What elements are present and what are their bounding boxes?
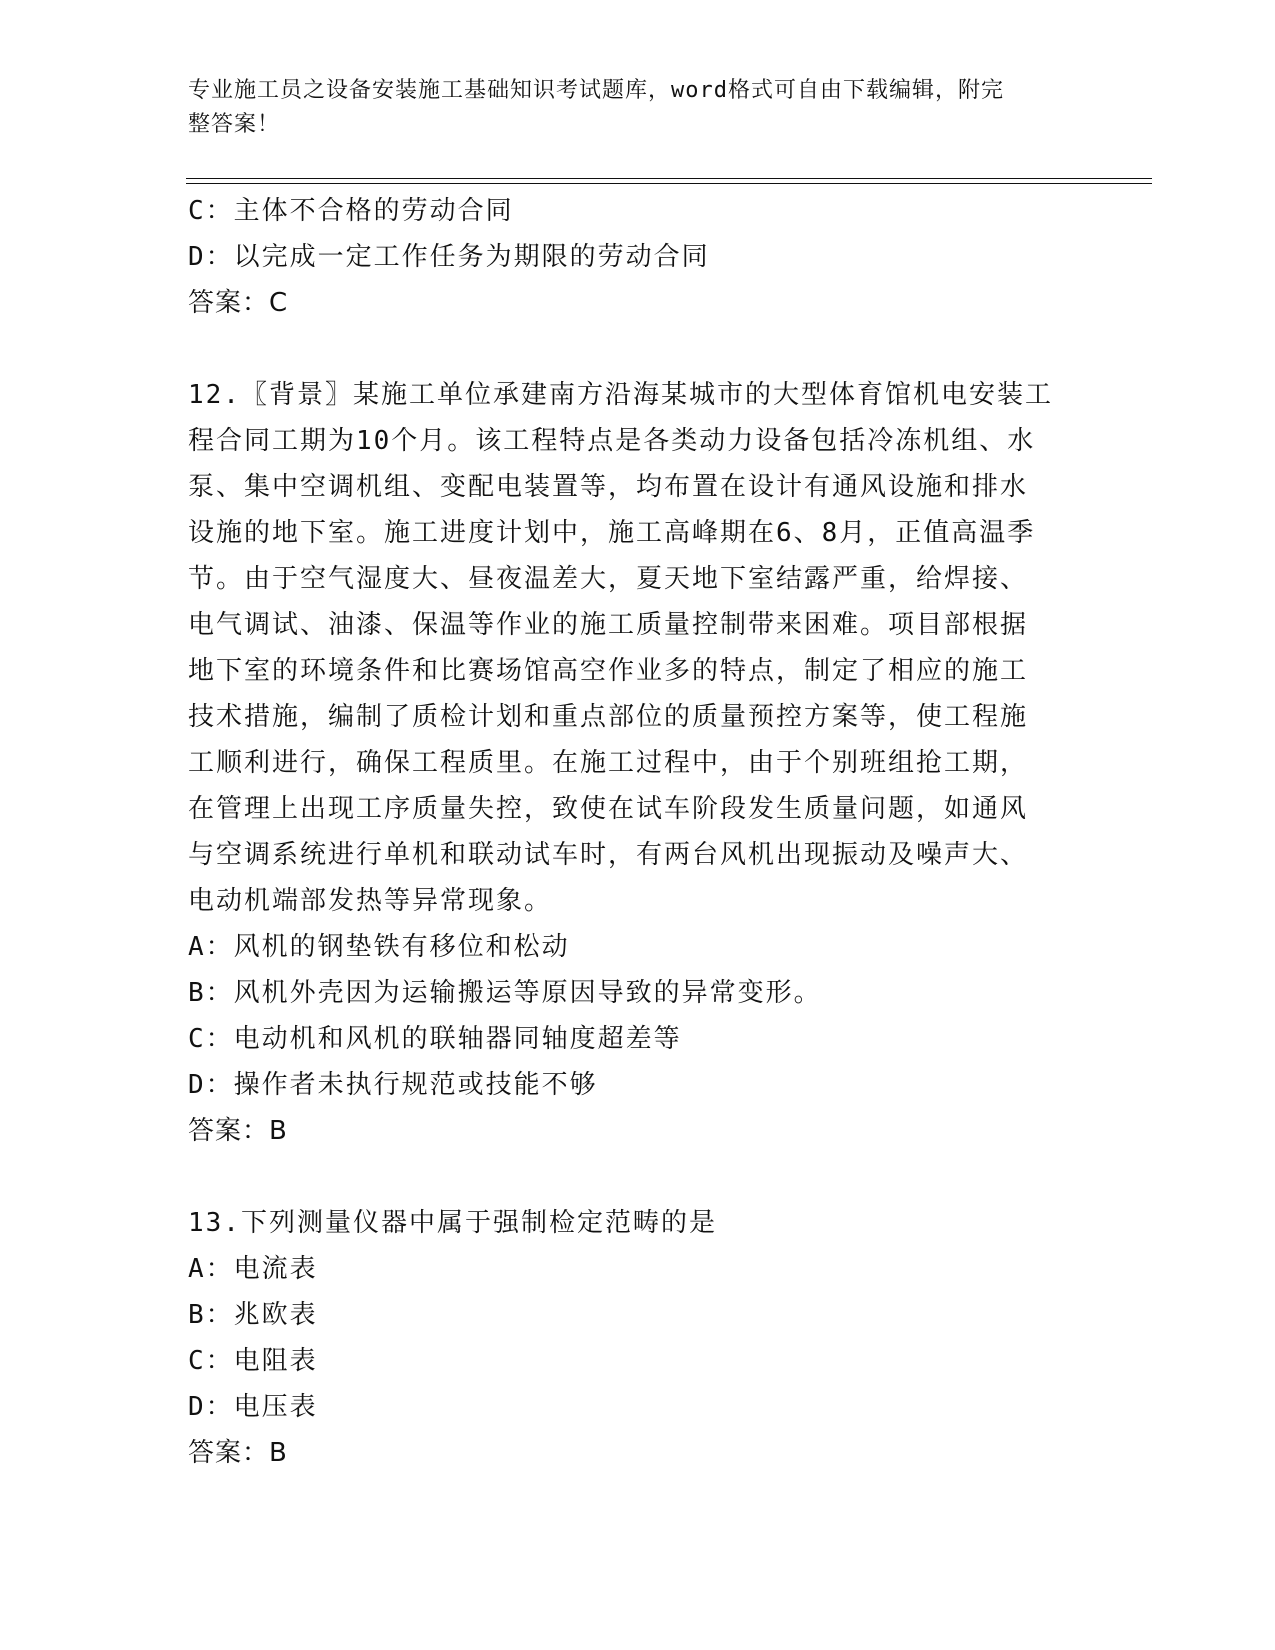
q12-stem-line: 节。由于空气湿度大、昼夜温差大，夏天地下室结露严重，给焊接、 bbox=[188, 564, 1029, 594]
q12-option-d: D：操作者未执行规范或技能不够 bbox=[188, 1070, 598, 1100]
section-spacer bbox=[188, 1154, 1088, 1200]
q13-option-a: A：电流表 bbox=[188, 1254, 318, 1284]
q13-option-b: B：兆欧表 bbox=[188, 1300, 318, 1330]
section-spacer bbox=[188, 326, 1088, 372]
q12-stem-line: 在管理上出现工序质量失控，致使在试车阶段发生质量问题，如通风 bbox=[188, 794, 1029, 824]
header-line-1: 专业施工员之设备安装施工基础知识考试题库，word格式可自由下载编辑，附完 bbox=[188, 78, 1004, 103]
q12-stem-line: 12.〖背景〗某施工单位承建南方沿海某城市的大型体育馆机电安装工 bbox=[188, 380, 1053, 410]
q11-option-c: C：主体不合格的劳动合同 bbox=[188, 196, 514, 226]
document-body bbox=[188, 188, 1088, 1476]
q12-option-b: B：风机外壳因为运输搬运等原因导致的异常变形。 bbox=[188, 978, 822, 1008]
q12-answer: 答案：B bbox=[188, 1116, 288, 1146]
header-rule-top bbox=[186, 178, 1152, 179]
header-line-2: 整答案！ bbox=[188, 112, 281, 137]
header-rule-bottom bbox=[186, 183, 1152, 184]
q12-stem-line: 设施的地下室。施工进度计划中，施工高峰期在6、8月，正值高温季 bbox=[188, 518, 1036, 548]
q12-stem bbox=[188, 372, 1088, 924]
q13-option-d: D：电压表 bbox=[188, 1392, 318, 1422]
q12-option-a: A：风机的钢垫铁有移位和松动 bbox=[188, 932, 570, 962]
document-header bbox=[188, 74, 1088, 142]
q13-option-c: C：电阻表 bbox=[188, 1346, 318, 1376]
q13-stem: 13.下列测量仪器中属于强制检定范畴的是 bbox=[188, 1208, 717, 1238]
q12-stem-line: 泵、集中空调机组、变配电装置等，均布置在设计有通风设施和排水 bbox=[188, 472, 1029, 502]
q12-stem-line: 电动机端部发热等异常现象。 bbox=[188, 886, 553, 916]
question-12 bbox=[188, 372, 1088, 1154]
q12-stem-line: 工顺利进行，确保工程质里。在施工过程中，由于个别班组抢工期， bbox=[188, 748, 1029, 778]
q12-stem-line: 程合同工期为10个月。该工程特点是各类动力设备包括冷冻机组、水 bbox=[188, 426, 1036, 456]
q12-stem-line: 电气调试、油漆、保温等作业的施工质量控制带来困难。项目部根据 bbox=[188, 610, 1029, 640]
q11-answer: 答案：C bbox=[188, 288, 289, 318]
q12-stem-line: 地下室的环境条件和比赛场馆高空作业多的特点，制定了相应的施工 bbox=[188, 656, 1029, 686]
q13-answer: 答案：B bbox=[188, 1438, 288, 1468]
q11-option-d: D：以完成一定工作任务为期限的劳动合同 bbox=[188, 242, 710, 272]
question-13 bbox=[188, 1200, 1088, 1476]
q12-stem-line: 技术措施，编制了质检计划和重点部位的质量预控方案等，使工程施 bbox=[188, 702, 1029, 732]
q12-stem-line: 与空调系统进行单机和联动试车时，有两台风机出现振动及噪声大、 bbox=[188, 840, 1029, 870]
question-11-tail bbox=[188, 188, 1088, 326]
q12-option-c: C：电动机和风机的联轴器同轴度超差等 bbox=[188, 1024, 682, 1054]
